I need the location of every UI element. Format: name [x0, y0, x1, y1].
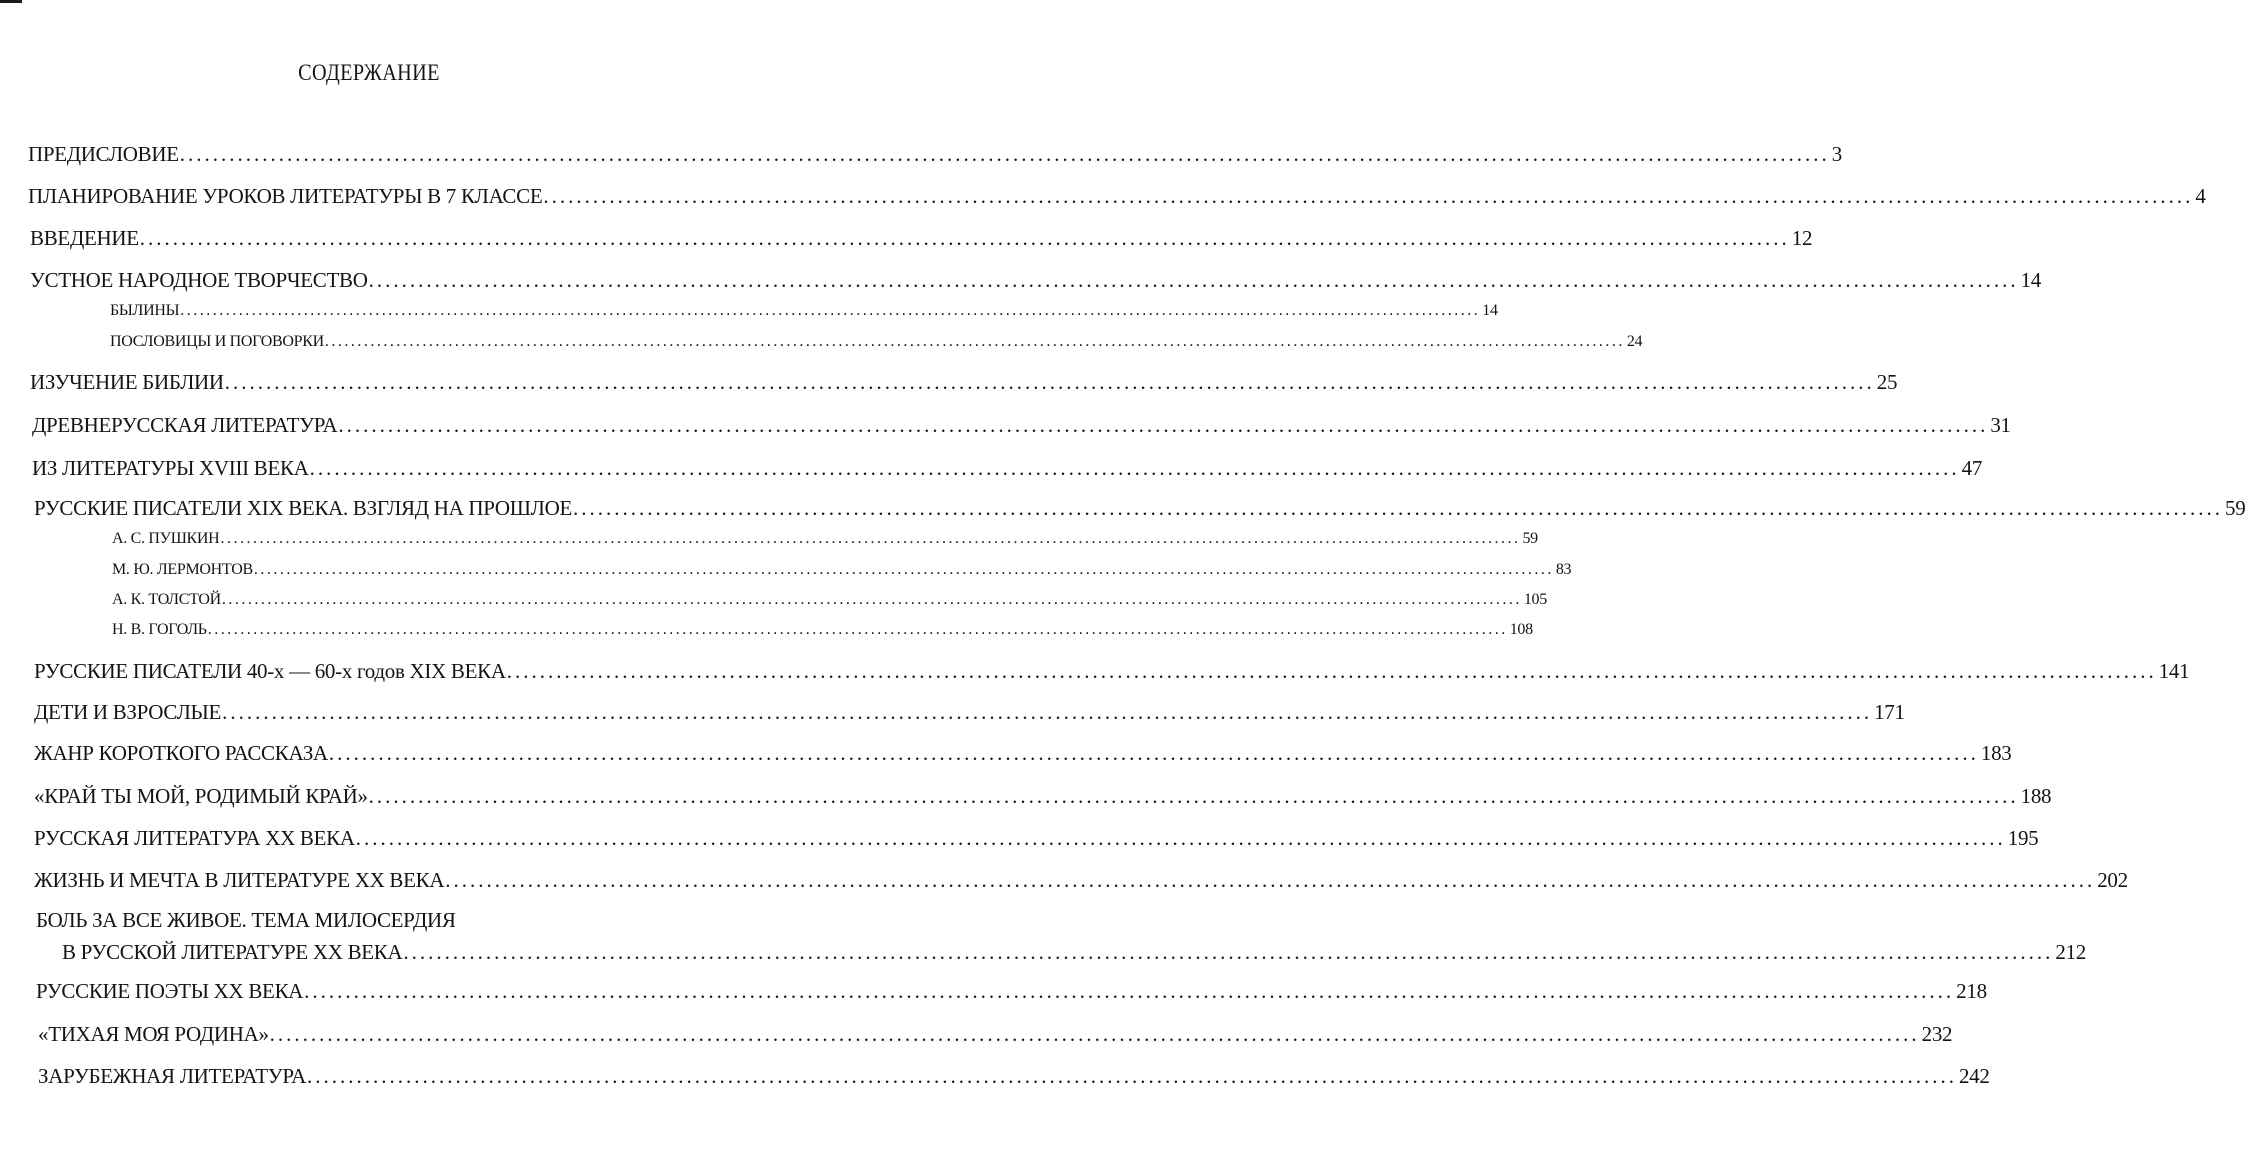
toc-entry-page-number: 25 [1876, 370, 1898, 394]
toc-entry-label: ЖИЗНЬ И МЕЧТА В ЛИТЕРАТУРЕ XX ВЕКА [34, 868, 445, 892]
toc-entry [110, 333, 1643, 351]
toc-entry-page-number: 24 [1626, 333, 1643, 350]
dot-leader: ........................................................................................................................................................................................................ [573, 496, 2223, 520]
dot-leader: ........................................................................................................................................................................................................ [543, 184, 2194, 208]
toc-entry [32, 456, 1983, 481]
toc-entry [112, 561, 1572, 579]
dot-leader: ........................................................................................................................................................................................................ [304, 979, 1955, 1003]
toc-entry [34, 826, 2039, 851]
toc-entry-label: ДЕТИ И ВЗРОСЛЫЕ [34, 700, 222, 724]
toc-entry-page-number: 242 [1958, 1064, 1990, 1088]
dot-leader: ........................................................................................................................................................................................................ [253, 561, 1554, 578]
dot-leader: ........................................................................................................................................................................................................ [222, 700, 1873, 724]
toc-entry-label: «КРАЙ ТЫ МОЙ, РОДИМЫЙ КРАЙ» [34, 784, 368, 808]
toc-entry [30, 226, 1813, 251]
dot-leader: ........................................................................................................................................................................................................ [506, 659, 2157, 683]
toc-entry [34, 784, 2052, 809]
toc-entry-label: ИЗ ЛИТЕРАТУРЫ XVIII ВЕКА [32, 456, 309, 480]
toc-entry-page-number: 4 [2195, 184, 2206, 208]
toc-entry-label: РУССКИЕ ПИСАТЕЛИ XIX ВЕКА. ВЗГЛЯД НА ПРОШЛОЕ [34, 496, 572, 520]
toc-entry-label: РУССКИЕ ПИСАТЕЛИ 40-х — 60-х годов XIX ВЕКА [34, 659, 506, 683]
toc-entry-page-number: 212 [2055, 940, 2086, 964]
toc-entry-label: БЫЛИНЫ [110, 302, 180, 319]
toc-entry [110, 302, 1498, 320]
dot-leader: ........................................................................................................................................................................................................ [224, 370, 1875, 394]
toc-entry [34, 868, 2128, 893]
dot-leader: ........................................................................................................................................................................................................ [338, 413, 1989, 437]
toc-entry-label: Н. В. ГОГОЛЬ [112, 621, 207, 638]
toc-entry-label: А. С. ПУШКИН [112, 530, 220, 547]
dot-leader: ........................................................................................................................................................................................................ [324, 333, 1625, 350]
toc-entry-label: ПЛАНИРОВАНИЕ УРОКОВ ЛИТЕРАТУРЫ В 7 КЛАССЕ [28, 184, 543, 208]
dot-leader: ........................................................................................................................................................................................................ [139, 226, 1790, 250]
toc-entry-page-number: 202 [2097, 868, 2128, 892]
toc-entry [28, 142, 1842, 167]
toc-entry-label: ДРЕВНЕРУССКАЯ ЛИТЕРАТУРА [32, 413, 338, 437]
toc-entry-page-number: 232 [1921, 1022, 1953, 1046]
dot-leader: ........................................................................................................................................................................................................ [328, 741, 1979, 765]
toc-entry-label: В РУССКОЙ ЛИТЕРАТУРЕ XX ВЕКА [62, 940, 403, 964]
toc-entry-label: РУССКАЯ ЛИТЕРАТУРА XX ВЕКА [34, 826, 355, 850]
toc-entry [112, 621, 1533, 639]
dot-leader: ........................................................................................................................................................................................................ [180, 302, 1481, 319]
toc-entry [34, 700, 1905, 725]
dot-leader: ........................................................................................................................................................................................................ [207, 621, 1508, 638]
toc-entry-page-number: 59 [1522, 530, 1538, 547]
toc-entry-page-number: 14 [2020, 268, 2041, 292]
toc-entry-label: УСТНОЕ НАРОДНОЕ ТВОРЧЕСТВО [30, 268, 368, 292]
toc-entry-label: М. Ю. ЛЕРМОНТОВ [112, 561, 253, 578]
toc-entry-page-number: 31 [1990, 413, 2011, 437]
dot-leader: ........................................................................................................................................................................................................ [179, 142, 1830, 166]
toc-entry-label: ИЗУЧЕНИЕ БИБЛИИ [30, 370, 224, 394]
toc-entry-page-number: 141 [2158, 659, 2190, 683]
toc-entry-page-number: 183 [1980, 741, 2012, 765]
dot-leader: ........................................................................................................................................................................................................ [403, 940, 2054, 964]
toc-entry [112, 591, 1547, 609]
toc-entry-label: ПОСЛОВИЦЫ И ПОГОВОРКИ [110, 333, 324, 350]
toc-entry [28, 184, 2206, 209]
toc-entry-label: «ТИХАЯ МОЯ РОДИНА» [38, 1022, 269, 1046]
toc-entry-label: ЗАРУБЕЖНАЯ ЛИТЕРАТУРА [38, 1064, 306, 1088]
toc-entry-label: А. К. ТОЛСТОЙ [112, 591, 221, 608]
toc-entry-page-number: 12 [1791, 226, 1813, 250]
toc-entry [62, 940, 2086, 965]
toc-entry-page-number: 47 [1961, 456, 1983, 480]
dot-leader: ........................................................................................................................................................................................................ [355, 826, 2006, 850]
toc-entry [30, 370, 1898, 395]
toc-entry [30, 268, 2041, 293]
toc-entry [112, 530, 1538, 548]
toc-entry-label: ЖАНР КОРОТКОГО РАССКАЗА [34, 741, 328, 765]
dot-leader: ........................................................................................................................................................................................................ [220, 530, 1521, 547]
toc-entry-label: ВВЕДЕНИЕ [30, 226, 139, 250]
toc-entry [34, 741, 2012, 766]
toc-entry [34, 659, 2190, 684]
dot-leader: ........................................................................................................................................................................................................ [368, 268, 2019, 292]
toc-entry-label-line1: БОЛЬ ЗА ВСЕ ЖИВОЕ. ТЕМА МИЛОСЕРДИЯ [36, 908, 456, 932]
toc-entry-page-number: 108 [1509, 621, 1533, 638]
toc-entry [34, 496, 2245, 521]
toc-entry-page-number: 171 [1874, 700, 1905, 724]
toc-entry-label: РУССКИЕ ПОЭТЫ XX ВЕКА [36, 979, 304, 1003]
toc-entry-page-number: 83 [1555, 561, 1572, 578]
toc-entry-page-number: 188 [2020, 784, 2052, 808]
toc-entry [36, 979, 1987, 1004]
dot-leader: ........................................................................................................................................................................................................ [368, 784, 2019, 808]
toc-entry-page-number: 14 [1482, 302, 1498, 319]
toc-entry [38, 1022, 1953, 1047]
dot-leader: ........................................................................................................................................................................................................ [269, 1022, 1920, 1046]
toc-entry-page-number: 3 [1831, 142, 1842, 166]
dot-leader: ........................................................................................................................................................................................................ [309, 456, 1960, 480]
dot-leader: ........................................................................................................................................................................................................ [445, 868, 2096, 892]
toc-entry-page-number: 59 [2225, 496, 2245, 520]
dot-leader: ........................................................................................................................................................................................................ [221, 591, 1522, 608]
toc-entry-page-number: 105 [1523, 591, 1547, 608]
page-title: СОДЕРЖАНИЕ [298, 60, 440, 85]
toc-entry-page-number: 218 [1956, 979, 1987, 1003]
toc-entry-label: ПРЕДИСЛОВИЕ [28, 142, 179, 166]
dot-leader: ........................................................................................................................................................................................................ [306, 1064, 1957, 1088]
toc-entry [32, 413, 2011, 438]
toc-entry-page-number: 195 [2007, 826, 2039, 850]
toc-entry [38, 1064, 1990, 1089]
